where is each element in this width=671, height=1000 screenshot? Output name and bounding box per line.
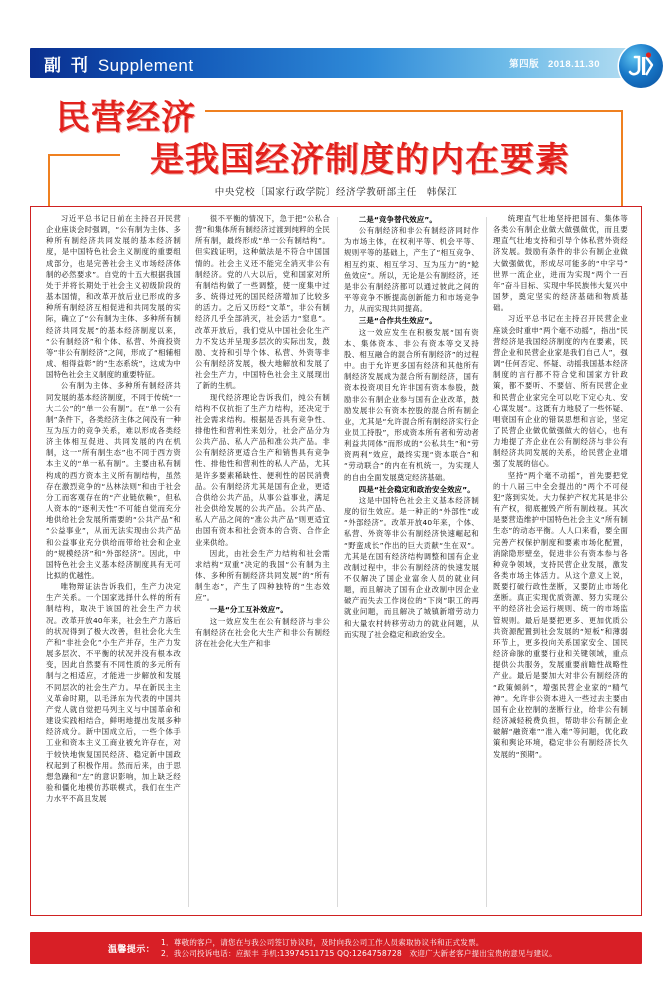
article-paragraph: 唯物辩证法告诉我们，生产力决定生产关系。一个国家选择什么样的所有制结构，取决于该国的社会生产力状况。改革开放40年来，社会生产力落后的状况得到了极大改善，但社会化大生产和“非社会化”小生产并存，生产力发展多层次、不平衡的状况并没有根本改变，因此自然要有不同性质的多元所有制与之相适应，才能进一步解放和发展不同层次的社会生产力。早在新民主主义革命时期，以毛泽东为代表的中国共产党人就自觉把马列主义与中国革命和建设实践相结合，鲜明地提出发展多种经济成分。新中国成立后，一些个体手工业和资本主义工商业被允许存在，对于较快地恢复国民经济、稳定新中国政权起到了积极作用。然而后来，由于思想急躁和“左”的意识影响，加上缺乏经验和僵化地模仿苏联模式，我们在生产力水平不高且发展 (46, 582, 181, 804)
article-paragraph: 公有制为主体、多种所有制经济共同发展的基本经济制度，不同于传统“一大二公”的“单一公有制”。在“单一公有制”条件下，各类经济主体之间没有一种互为压力的竞争关系，难以形成各类经济主体相互促进、共同发展的内在机制，这一“所有制生态”也不同于西方资本主义的“单一私有制”。主要由私有制构成的西方资本主义所有制结构，虽然存在激烈竞争的“丛林法则”和由于社会分工而客观存在的“产业链依赖”，但私人资本的“逐利天性”不可能自觉而充分地供给社会发展所需要的“公共产品”和“公益事业”，从而无法实现由公共产品和公益事业充分供给而带给社会和企业的“规模经济”和“外部经济”。因此，中国特色社会主义基本经济制度具有无可比拟的优越性。 (46, 381, 181, 580)
article-column (188, 213, 337, 911)
article-paragraph: 坚持“两个毫不动摇”，首先要把党的十八届三中全会提出的“两个不可侵犯”落到实处。大力保护产权尤其是非公有产权，彻底摧毁产所有制歧视。其次是要营造维护中国特色社会主义“所有制生态”的动态平衡。人人口来看，要全面完善产权保护制度和要素市场化配置，消除隐形壁垒，促进非公有资本参与各种竞争领域，支持民营企业发展，激发各类市场主体活力。从这个意义上说，既要打破行政性垄断，又要防止市场化垄断。真正实现优质资源、努力实现公平的经济社会运行规则、统一的市场监管规则。最后是要把更多、更加优质公共资源配置到社会发展的“短板”和薄弱环节上，更多投向关系国家安全、国民经济命脉的重要行业和关键领域，重点提供公共服务，发展重要前瞻性战略性产业。最后是要加大对非公有制经济的“政策倾斜”，增强民营企业家的“精气神”。允许非公资本进入一些过去主要由国有企业控制的垄断行业，给非公有制经济减轻税费负担，帮助非公有制企业破解“融资难”“准入难”等问题，优化政策和舆论环境，稳定非公有制经济长久发展的“预期”。 (493, 470, 628, 759)
title-rule-top (205, 110, 623, 112)
title-block (30, 88, 642, 213)
article-frame (30, 206, 642, 916)
footer-notice-bar (30, 932, 642, 964)
article-paragraph: 公有制经济和非公有制经济同时作为市场主体，在权利平等、机会平等、规则平等的基础上，产生了“相互竞争、相互约束、相互学习、互为压力”的“鲶鱼效应”。所以，无论是公有制经济，还是非公有制经济都可以通过彼此之间的平等竞争不断提高创新能力和市场竞争力，从而实现共同提高。 (344, 226, 479, 314)
masthead-bar (30, 48, 642, 78)
headline-line-1: 民营经济 (56, 98, 196, 138)
masthead-date: 2018.11.30 (547, 59, 600, 70)
masthead-section-cn: 副 刊 (44, 55, 90, 76)
article-paragraph: 这是中国特色社会主义基本经济制度的衍生效应。是一种正的“外部性”或“外部经济”。改革开放40年来，个体、私营、外资等非公有制经济快速崛起和“野蛮成长”作出的巨大贡献“生在双”。尤其是在国有经济结构调整和国有企业改制过程中，非公有制经济的快速发展不仅解决了国企业富余人员的就业问题，而且解决了国有企业改制中因企业破产而失去工作岗位的“下岗”职工的再就业问题，而且解决了城镇新增劳动力和大量农村转移劳动力的就业问题，从而实现了社会稳定和政治安全。 (344, 495, 479, 639)
notice-line: 1．尊敬的客户，请您在与我公司签订协议时，及时向我公司工作人员索取协议书和正式发票。 (161, 938, 484, 947)
article-paragraph: 习近平总书记日前在主持召开民营企业座谈会时强调，“公有制为主体、多种所有制经济共同发展的基本经济制度，是中国特色社会主义制度的重要组成部分，也是完善社会主义市场经济体制的必然要求”。自党的十五大根据我国处于并将长期处于社会主义初级阶段的基本国情，和改革开放后业已形成的多种所有制经济互相促进和共同发展的实际，确立了“公有制为主体、多种所有制经济共同发展”的基本经济制度以来，“公有制经济”和个体、私营、外商投资等“非公有制经济”之间，形成了“相辅相成、相得益彰”的“生态系统”，这成为中国特色社会主义制度的重要特征。 (46, 214, 181, 380)
article-column (337, 213, 486, 911)
article-column (39, 213, 188, 911)
article-column (486, 213, 635, 911)
section-heading: 四是“社会稳定和政治安全效应”。 (358, 484, 475, 494)
article-paragraph: 这一效应发生在公有制经济与非公有制经济在社会化大生产和非公有制经济在社会化大生产和非 (195, 616, 330, 648)
masthead-section-en: Supplement (97, 55, 194, 75)
article-paragraph: 统理直气壮地坚持把国有、集体等各类公有制企业做大做强做优，而且要理直气壮地支持和引导个体私营外资经济发展。鼓励有条件的非公有制企业做大做强做优，形成尽可能多的“中字号”世界一流企业，进而为实现“两个一百年”奋斗目标、实现中华民族伟大复兴中国梦，奠定坚实的经济基础和物质基础。 (493, 214, 628, 313)
article-paragraph: 现代经济理论告诉我们，纯公有制结构不仅抗拒了生产力结构，还决定于社会需求结构。根据是否具有竞争性、排他性和营利性来划分，社会产品分为公共产品、私人产品和准公共产品。非公有制经济更适合生产和销售具有竞争性、排他性和营利性的私人产品，尤其是许多要素稀缺性、便利性的居民消费品。公有制经济尤其是国有企业，更适合供给公共产品，从事公益事业，满足社会供给发展的公共产品。公共产品、私人产品之间的“准公共产品”则更适宜由国有资本和社会资本的合资、合作企业来供给。 (195, 392, 330, 547)
notice-line: 2．我公司投诉电话：应振丰 手机:13974511715 QQ:1264758728 欢迎广大新老客户提出宝贵的意见与建议。 (161, 949, 557, 958)
article-paragraph: 因此，由社会生产力结构和社会需求结构“双重”决定的我国“公有制为主体、多种所有制经济共同发展”的“所有制生态”，产生了四种独特的“生态效应”。 (195, 548, 330, 603)
article-paragraph: 这一效应发生在积极发展“国有资本、集体资本、非公有资本等交叉持股、相互融合的混合所有制经济”的过程中。由于允许更多国有经济和其他所有制经济发展成为混合所有制经济，国有资本投资项目允许非国有资本参股，鼓励非公有制企业参与国有企业改革，鼓励发展非公有资本控股的混合所有制企业，尤其是“允许混合所有制经济实行企业员工持股”，形成资本所有者和劳动者利益共同体”而形成的“公私共生”和“劳资两利”效应，最终实现“资本联合”和“劳动联合”的内在有机统一，为实现人的自由全面发展奠定经济基础。 (344, 327, 479, 482)
title-rule-left-horizontal (48, 154, 120, 156)
masthead-section (30, 51, 194, 76)
masthead-edition: 第四版 (509, 59, 540, 70)
article-columns (39, 213, 635, 911)
section-heading: 三是“合作共生效应”。 (358, 316, 438, 326)
notice-label: 温馨提示： (108, 944, 156, 955)
headline-line-2: 是我国经济制度的内在要素 (150, 140, 570, 180)
article-paragraph: 很不平衡的情况下，急于把“公私合营”和集体所有制经济过渡到纯粹的全民所有制，最终形成“单一公有制结构”。但实践证明，这种做法是不符合中国国情的。社会主义还不能完全消灭非公有制经济。党的八大以后，党和国家对所有制结构做了一些调整，使一度集中过多、统得过死的国民经济增加了比较多的活力。之后又历经“文革”，非公有制经济几乎全部消灭，社会活力“窒息”。改革开放后，我们党从中国社会化生产力不发达并呈现多层次的实际出发，鼓励、支持和引导个体、私营、外资等非公有制经济发展，极大地解放和发展了社会生产力，中国特色社会主义展现出了新的生机。 (195, 214, 330, 391)
section-heading: 一是“分工互补效应”。 (209, 605, 289, 615)
notice-lines (155, 937, 557, 959)
section-heading: 二是“竞争替代效应”。 (358, 215, 438, 224)
article-byline: 中央党校〔国家行政学院〕经济学教研部主任 韩保江 (214, 187, 458, 198)
article-paragraph: 习近平总书记在主持召开民营企业座谈会时重申“两个毫不动摇”，指出“民营经济是我国经济制度的内在要素，民营企业和民营企业家是我们自己人”，强调“任何否定、怀疑、动摇我国基本经济制度的言行都不符合党和国家方针政策，都不要听、不要信、所有民营企业和民营企业家完全可以吃下定心丸、安心谋发展”。这既有力地驳了一些怀疑、唱衰国有企业的错误思想和言论，坚定了民营企业做优做强做大的信心，也有力地提了齐企业在公有制经济与非公有制经济共同发展的关系，给民营企业增强了发展的信心。 (493, 314, 628, 469)
newspaper-logo-icon (619, 44, 663, 88)
